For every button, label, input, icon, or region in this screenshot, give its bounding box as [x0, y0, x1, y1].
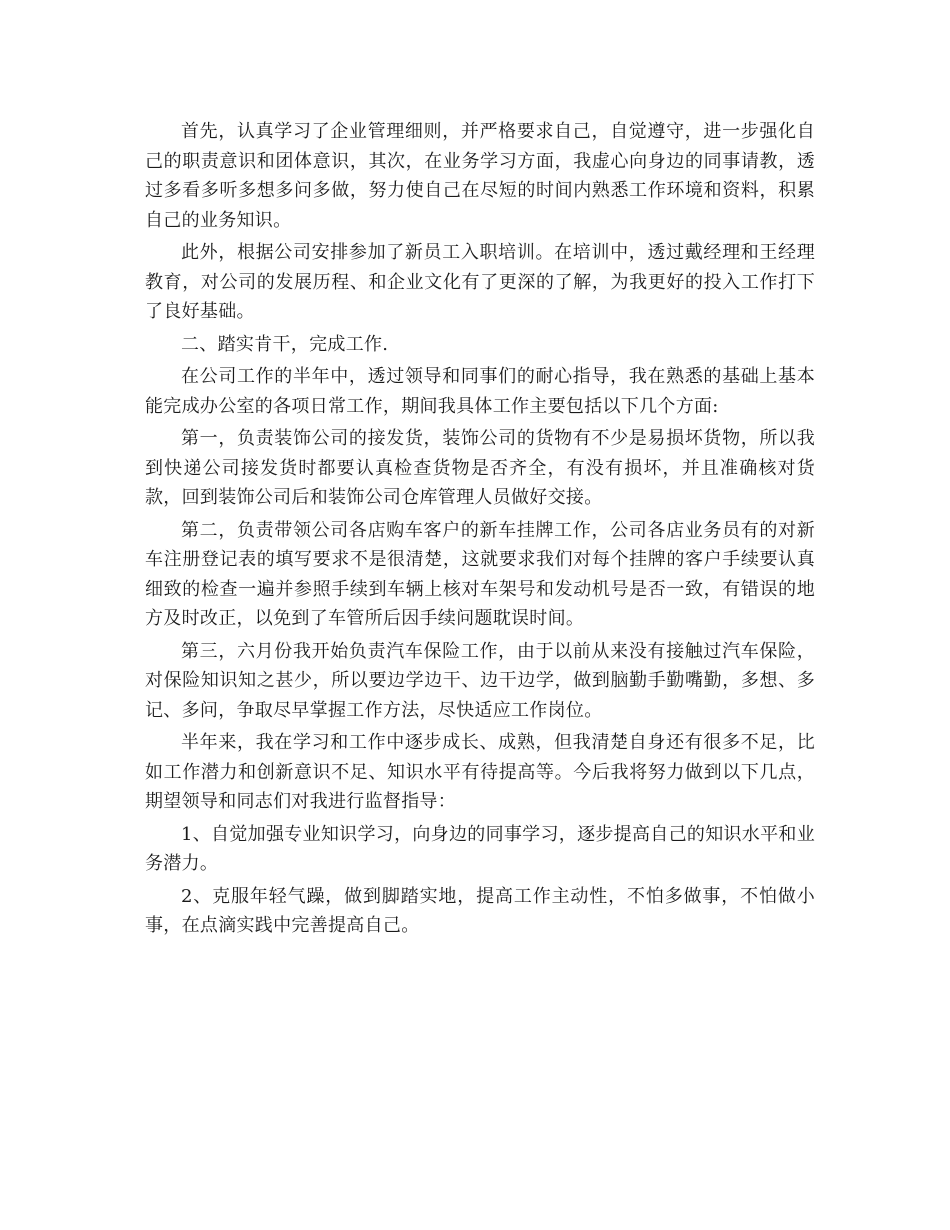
paragraph-7: 半年来，我在学习和工作中逐步成长、成熟，但我清楚自身还有很多不足，比如工作潜力和创新意识不足、知识水平有待提高等。今后我将努力做到以下几点，期望领导和同志们对我进行监督指导： [145, 732, 815, 812]
paragraph-5: 第二，负责带领公司各店购车客户的新车挂牌工作，公司各店业务员有的对新车注册登记表的填写要求不是很清楚，这就要求我们对每个挂牌的客户手续要认真细致的检查一遍并参照手续到车辆上核对车架号和发动机号是否一致，有错误的地方及时改正，以免到了车管所后因手续问题耽误时间。 [145, 519, 815, 629]
paragraph-3: 在公司工作的半年中，透过领导和同事们的耐心指导，我在熟悉的基础上基本能完成办公室的各项日常工作，期间我具体工作主要包括以下几个方面: [145, 366, 815, 417]
paragraph-4: 第一，负责装饰公司的接发货，装饰公司的货物有不少是易损坏货物，所以我到快递公司接发货时都要认真检查货物是否齐全，有没有损坏，并且准确核对货款，回到装饰公司后和装饰公司仓库管理人员做好交接。 [145, 428, 815, 508]
section-heading: 二、踏实肯干，完成工作. [181, 333, 389, 355]
paragraph-6: 第三，六月份我开始负责汽车保险工作，由于以前从来没有接触过汽车保险，对保险知识知之甚少，所以要边学边干、边干边学，做到脑勤手勤嘴勤，多想、多记、多问，争取尽早掌握工作方法，尽快适应工作岗位。 [145, 640, 815, 721]
document-body [145, 117, 815, 944]
paragraph-1: 首先，认真学习了企业管理细则，并严格要求自己，自觉遵守，进一步强化自己的职责意识和团体意识，其次，在业务学习方面，我虚心向身边的同事请教，透过多看多听多想多问多做，努力使自己在尽短的时间内熟悉工作环境和资料，积累自己的业务知识。 [145, 121, 815, 231]
paragraph-2: 此外，根据公司安排参加了新员工入职培训。在培训中，透过戴经理和王经理教育，对公司的发展历程、和企业文化有了更深的了解，为我更好的投入工作打下了良好基础。 [145, 242, 815, 322]
list-item-2: 2、克服年轻气躁，做到脚踏实地，提高工作主动性，不怕多做事，不怕做小事，在点滴实践中完善提高自己。 [145, 885, 815, 936]
list-item-1: 1、自觉加强专业知识学习，向身边的同事学习，逐步提高自己的知识水平和业务潜力。 [145, 823, 815, 874]
